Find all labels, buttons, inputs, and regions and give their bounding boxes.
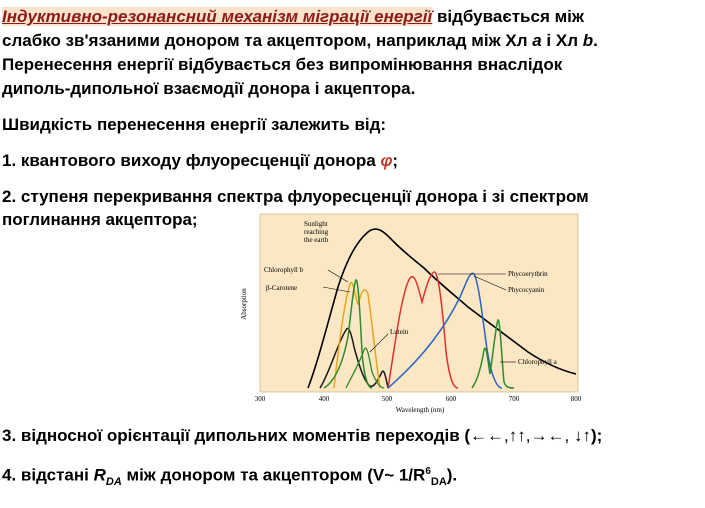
x-tick-800: 800 (570, 395, 582, 403)
item4-middle: між донором та акцептором (V~ 1/R (121, 465, 426, 485)
highlighted-term: Індуктивно-резонансний механізм міграції енергії (2, 7, 433, 26)
sunlight-label-2: reaching (304, 228, 329, 236)
item-1 (2, 150, 398, 172)
phycocyanin-label: Phycocyanin (508, 286, 545, 294)
y-axis-label: Absorption (240, 288, 248, 320)
item1-end: ; (392, 151, 399, 170)
item3-arrows: ←←,↑↑,→←, ↓↑ (470, 426, 591, 445)
line2-d: b (582, 31, 594, 50)
x-tick-600: 600 (445, 395, 457, 403)
chlorophyll-b-label: Chlorophyll b (264, 266, 304, 274)
item1-text: 1. квантового виходу флуоресценції донора (2, 151, 381, 170)
beta-carotene-label: β-Carotene (266, 284, 298, 292)
lutein-label: Lutein (390, 328, 409, 336)
x-axis-label: Wavelength (nm) (395, 406, 445, 414)
absorption-spectrum-chart (238, 212, 588, 417)
da-subscript: DA (430, 476, 447, 489)
item3-end: ); (590, 426, 603, 445)
line2-a: слабко зв'язаними донором та акцептором, наприклад між Хл (2, 31, 533, 50)
line2-c: і Хл (541, 31, 583, 50)
sunlight-label-3: the earth (304, 236, 329, 244)
power-superscript: 6 (425, 466, 431, 477)
item-2-line-2: поглинання акцептора; (2, 210, 198, 229)
paragraph-line-3: Перенесення енергії відбувається без випромінювання внаслідок (2, 55, 563, 74)
x-tick-400: 400 (318, 395, 330, 403)
line2-e: . (593, 31, 598, 50)
r-da-subscript: DA (105, 476, 122, 489)
chlorophyll-a-label: Chlorophyll a (518, 358, 557, 366)
item4-end: ). (446, 465, 458, 485)
item-4 (2, 461, 457, 493)
line1-rest: відбувається між (432, 7, 584, 26)
item-3 (2, 425, 602, 447)
x-tick-300: 300 (254, 395, 266, 403)
item4-prefix: 4. відстані (2, 465, 94, 485)
phi-symbol: φ (380, 151, 393, 170)
paragraph-line-1 (2, 6, 584, 28)
item-2-line-1: 2. ступеня перекривання спектра флуоресценції донора і зі спектром (2, 187, 589, 206)
paragraph-line-4: диполь-дипольної взаємодії донора і акцептора. (2, 79, 416, 98)
item3-text: 3. відносної орієнтації дипольних моментів переходів ( (2, 426, 471, 445)
x-tick-700: 700 (508, 395, 520, 403)
line2-b: a (532, 31, 542, 50)
sunlight-label-1: Sunlight (304, 220, 328, 228)
speed-heading: Швидкість перенесення енергії залежить від: (2, 115, 387, 134)
x-tick-500: 500 (381, 395, 393, 403)
paragraph-line-2 (2, 30, 598, 52)
phycoerythrin-label: Phycoerythrin (508, 270, 548, 278)
r-da-symbol: R (93, 465, 106, 485)
